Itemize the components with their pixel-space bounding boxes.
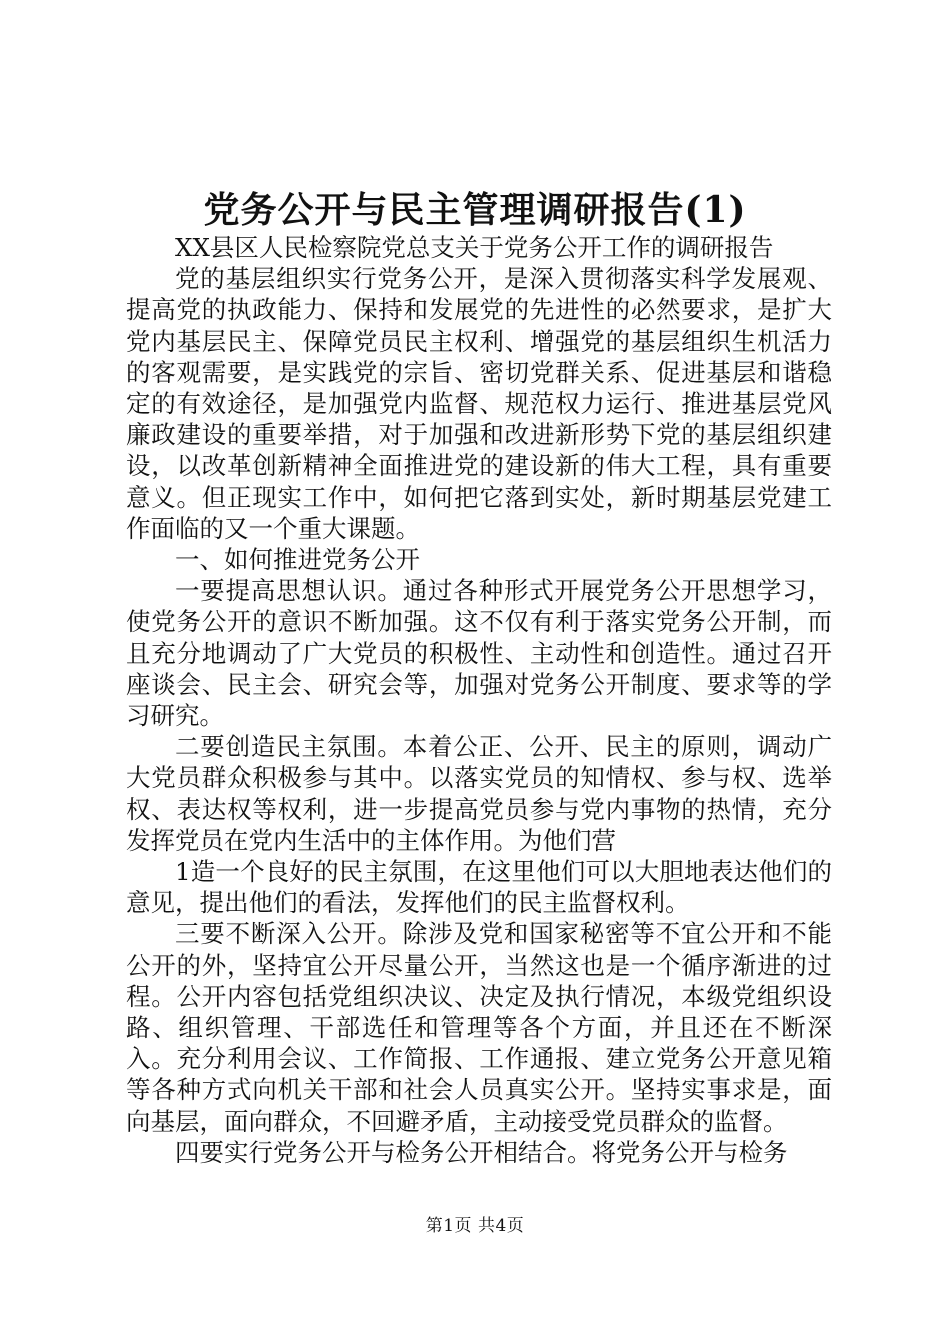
- paragraph-point-1: 一要提高思想认识。通过各种形式开展党务公开思想学习，使党务公开的意识不断加强。这不仅有利于落实党务公开制，而且充分地调动了广大党员的积极性、主动性和创造性。通过召开座谈会、民主会、研究会等，加强对党务公开制度、要求等的学习研究。: [126, 576, 832, 731]
- document-title: 党务公开与民主管理调研报告(1): [203, 189, 747, 231]
- page-footer: 第1页 共4页: [425, 1216, 525, 1236]
- document-body: [126, 232, 832, 1168]
- paragraph-point-2: 二要创造民主氛围。本着公正、公开、民主的原则，调动广大党员群众积极参与其中。以落实党员的知情权、参与权、选举权、表达权等权利，进一步提高党员参与党内事物的热情，充分发挥党员在党内生活中的主体作用。为他们营: [126, 732, 832, 855]
- paragraph-intro: 党的基层组织实行党务公开，是深入贯彻落实科学发展观、提高党的执政能力、保持和发展党的先进性的必然要求，是扩大党内基层民主、保障党员民主权利、增强党的基层组织生机活力的客观需要，是实践党的宗旨、密切党群关系、促进基层和谐稳定的有效途径，是加强党内监督、规范权力运行、推进基层党风廉政建设的重要举措，对于加强和改进新形势下党的基层组织建设，以改革创新精神全面推进党的建设新的伟大工程，具有重要意义。但正现实工作中，如何把它落到实处，新时期基层党建工作面临的又一个重大课题。: [126, 264, 832, 543]
- report-subtitle: XX县区人民检察院党总支关于党务公开工作的调研报告: [175, 233, 774, 262]
- paragraph-point-3: 三要不断深入公开。除涉及党和国家秘密等不宜公开和不能公开的外，坚持宜公开尽量公开，当然这也是一个循序渐进的过程。公开内容包括党组织决议、决定及执行情况，本级党组织设路、组织管理、干部选任和管理等各个方面，并且还在不断深入。充分利用会议、工作简报、工作通报、建立党务公开意见箱等各种方式向机关干部和社会人员真实公开。坚持实事求是，面向基层，面向群众，不回避矛盾，主动接受党员群众的监督。: [126, 919, 832, 1136]
- paragraph-point-4: 四要实行党务公开与检务公开相结合。将党务公开与检务: [175, 1137, 788, 1167]
- paragraph-point-2-cont: 1造一个良好的民主氛围，在这里他们可以大胆地表达他们的意见，提出他们的看法，发挥他们的民主监督权利。: [126, 857, 832, 918]
- section-heading: 一、如何推进党务公开: [175, 545, 420, 575]
